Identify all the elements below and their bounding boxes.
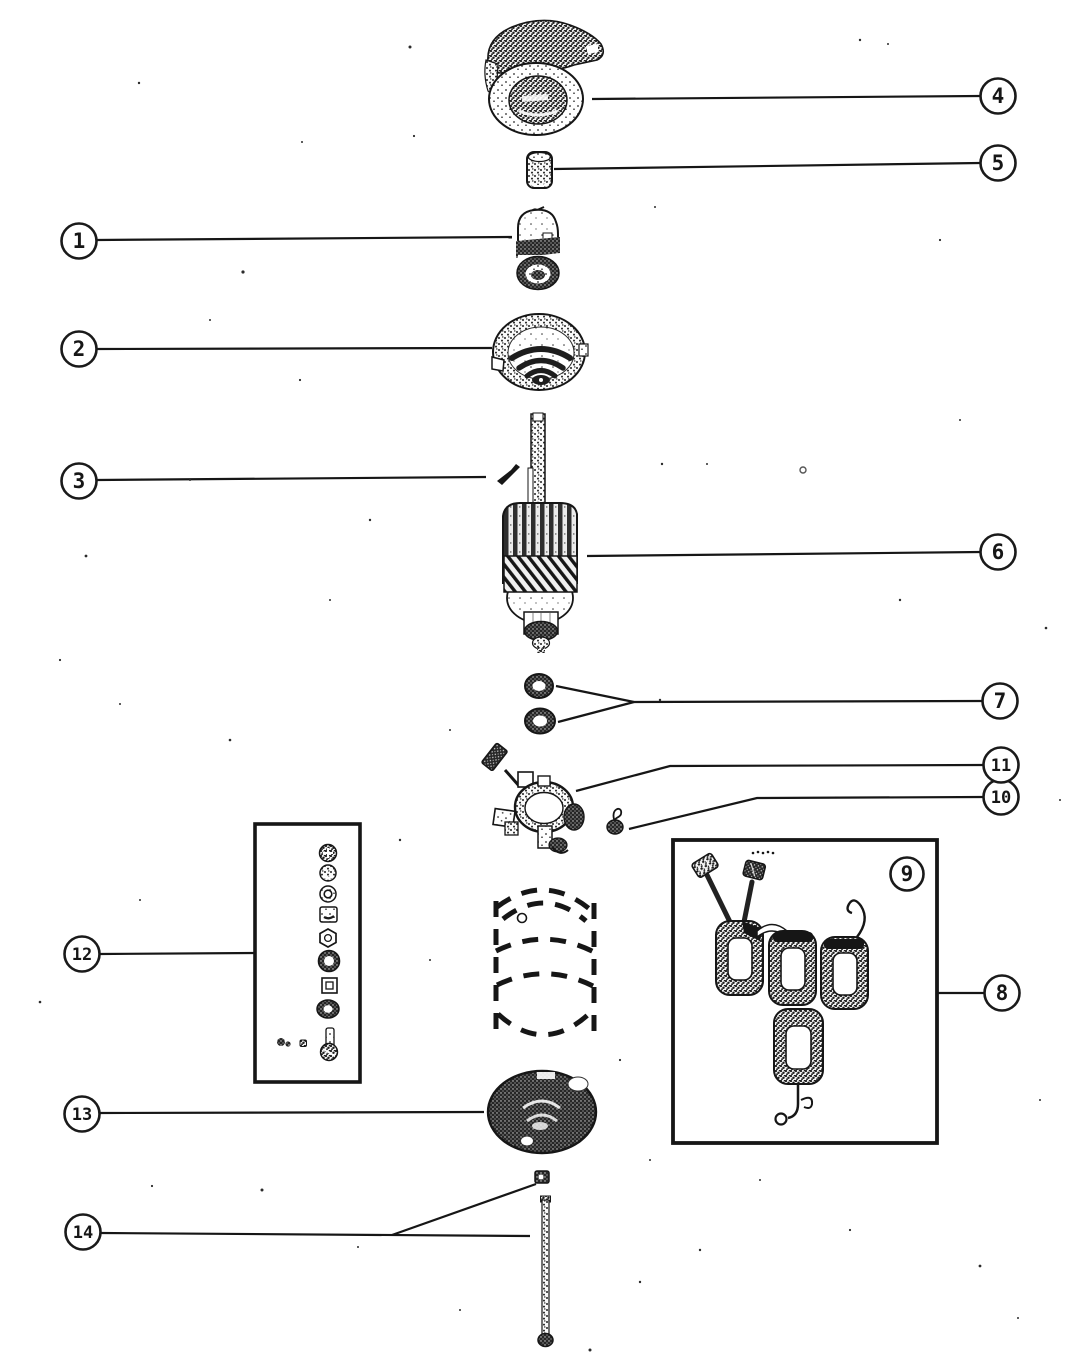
callout-3-label: 3	[72, 469, 86, 493]
hardware-screw-head	[320, 845, 337, 862]
callout-4-label: 4	[991, 84, 1005, 108]
leader-2	[97, 348, 492, 349]
hardware-square-nut	[320, 907, 337, 922]
callout-8-label: 8	[995, 981, 1009, 1005]
callout-3	[62, 464, 97, 499]
callout-9	[891, 858, 924, 891]
callout-13	[65, 1097, 100, 1132]
part-brush-plate	[481, 743, 584, 853]
callout-7	[983, 684, 1018, 719]
callout-14-label: 14	[72, 1223, 94, 1243]
callout-14	[66, 1215, 101, 1250]
scan-artifact-ring	[800, 467, 806, 473]
leader-5	[554, 163, 980, 169]
part-through-bolt	[535, 1171, 553, 1347]
callout-8	[985, 976, 1020, 1011]
field-coil-1	[716, 921, 763, 995]
callout-4	[981, 79, 1016, 114]
leader-11	[576, 765, 983, 791]
leader-12	[100, 953, 255, 954]
hardware-square-washer	[322, 978, 337, 993]
part-armature	[503, 413, 577, 653]
callout-9-label: 9	[900, 862, 914, 886]
hardware-dark-ring	[317, 1000, 339, 1018]
callout-5	[981, 146, 1016, 181]
leader-6	[587, 552, 981, 556]
callout-12	[65, 937, 100, 972]
part-end-cap	[488, 1071, 596, 1153]
hardware-washer	[320, 886, 336, 902]
callout-2-label: 2	[72, 337, 86, 361]
hardware-ring	[319, 951, 340, 972]
callout-6	[981, 535, 1016, 570]
leader-4	[592, 96, 980, 99]
leader-14b	[392, 1184, 536, 1235]
hardware-hex-nut	[320, 929, 336, 947]
callout-5-label: 5	[991, 151, 1005, 175]
part-drive-end-cap	[485, 20, 603, 135]
callout-1	[62, 224, 97, 259]
callout-6-label: 6	[991, 540, 1005, 564]
callout-11-label: 11	[990, 756, 1012, 776]
part-bushing	[527, 152, 552, 188]
leader-3	[97, 477, 486, 480]
field-coil-2	[769, 931, 816, 1005]
hardware-kit-box	[255, 824, 360, 1082]
callout-13-label: 13	[71, 1105, 93, 1125]
callout-10	[984, 780, 1019, 815]
part-end-plate	[492, 314, 588, 390]
part-brush-spring	[607, 809, 623, 834]
leader-10	[629, 797, 983, 829]
leader-7	[556, 686, 982, 702]
frame-screw-hole	[518, 914, 527, 923]
callout-1-label: 1	[72, 229, 86, 253]
part-shaft-pin	[497, 464, 520, 485]
part-drive-assembly	[516, 207, 560, 290]
leader-1	[97, 237, 512, 240]
ring-terminal	[776, 1114, 787, 1125]
leader-7b	[558, 702, 634, 722]
leader-13	[100, 1112, 484, 1113]
callout-2	[62, 332, 97, 367]
leader-14	[101, 1233, 530, 1236]
callout-7-label: 7	[993, 689, 1007, 713]
phantom-frame-outline	[496, 890, 594, 1041]
callout-10-label: 10	[990, 788, 1012, 808]
callout-11	[984, 748, 1019, 783]
callout-12-label: 12	[71, 945, 93, 965]
part-thrust-washers	[525, 674, 555, 734]
hardware-nut	[320, 865, 336, 881]
